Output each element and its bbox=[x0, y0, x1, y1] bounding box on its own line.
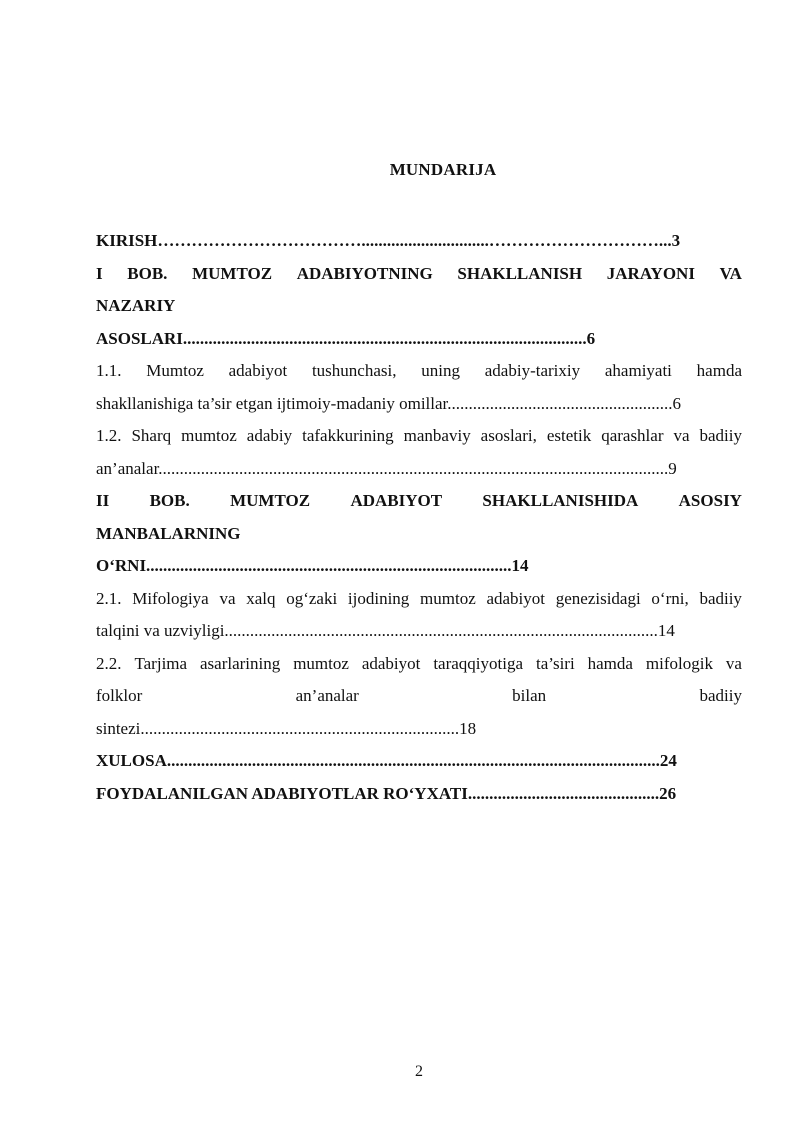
toc-word: uning bbox=[421, 361, 460, 380]
toc-word: Tarjima bbox=[134, 653, 188, 673]
toc-line: NAZARIY bbox=[96, 296, 176, 315]
toc-word: folklor bbox=[96, 686, 143, 705]
table-of-contents bbox=[96, 225, 742, 810]
toc-word: 2.1. bbox=[96, 588, 122, 608]
toc-word: adabiyot bbox=[228, 361, 288, 380]
toc-word: 2.2. bbox=[96, 653, 122, 673]
toc-word: ta’siri bbox=[535, 653, 575, 673]
toc-word: badiiy bbox=[699, 588, 742, 608]
toc-word: Sharq bbox=[131, 426, 172, 445]
toc-word: BOB. bbox=[149, 491, 190, 510]
toc-word: mumtoz bbox=[181, 426, 237, 445]
toc-line bbox=[96, 420, 742, 453]
toc-word: mifologik bbox=[645, 653, 713, 673]
toc-line: an’analar........................................................................................................................9 bbox=[96, 458, 677, 478]
toc-line: KIRISH………………………………..............................…………………………...3 bbox=[96, 231, 681, 250]
toc-line bbox=[96, 258, 742, 291]
toc-word: badiiy bbox=[699, 686, 742, 705]
toc-word: tafakkurining bbox=[302, 426, 394, 445]
toc-word: qarashlar bbox=[601, 426, 664, 445]
toc-word: SHAKLLANISH bbox=[457, 263, 583, 283]
toc-word: badiiy bbox=[699, 426, 742, 445]
toc-word: hamda bbox=[587, 653, 633, 673]
toc-line bbox=[96, 355, 742, 388]
toc-word: Mumtoz bbox=[146, 361, 204, 380]
toc-word: estetik bbox=[546, 426, 592, 445]
toc-word: bilan bbox=[512, 686, 547, 705]
page-title: MUNDARIJA bbox=[389, 160, 497, 179]
toc-line: MANBALARNING bbox=[96, 523, 241, 543]
toc-word: va bbox=[725, 653, 742, 673]
toc-word: ADABIYOTNING bbox=[296, 263, 433, 283]
toc-line: ASOSLARI...............................................................................................6 bbox=[96, 328, 596, 348]
toc-line: XULOSA....................................................................................................................24 bbox=[96, 751, 677, 770]
toc-word: JARAYONI bbox=[606, 263, 695, 283]
toc-word: adabiyot bbox=[486, 588, 546, 608]
toc-word: xalq bbox=[246, 588, 276, 608]
toc-word: og‘zaki bbox=[286, 588, 338, 608]
toc-word: MUMTOZ bbox=[192, 263, 273, 283]
toc-word: adabiy bbox=[246, 426, 293, 445]
toc-word: ahamiyati bbox=[604, 361, 672, 380]
toc-word: ijodining bbox=[347, 588, 410, 608]
toc-word: hamda bbox=[696, 361, 742, 380]
toc-word: mumtoz bbox=[293, 653, 349, 673]
toc-word: manbaviy bbox=[403, 426, 471, 445]
toc-word: an’analar bbox=[295, 686, 359, 705]
toc-line: O‘RNI......................................................................................14 bbox=[96, 556, 529, 575]
toc-word: tushunchasi, bbox=[311, 361, 397, 380]
toc-word: taraqqiyotiga bbox=[433, 653, 524, 673]
toc-word: o‘rni, bbox=[651, 588, 689, 608]
toc-word: va bbox=[673, 426, 690, 445]
toc-line: sintezi...........................................................................18 bbox=[96, 718, 477, 738]
toc-line bbox=[96, 648, 742, 681]
toc-word: I bbox=[96, 263, 103, 283]
page-number: 2 bbox=[415, 1063, 423, 1080]
toc-word: adabiyot bbox=[361, 653, 421, 673]
toc-word: mumtoz bbox=[420, 588, 476, 608]
toc-line bbox=[96, 583, 742, 616]
toc-line bbox=[96, 485, 742, 518]
toc-word: va bbox=[219, 588, 236, 608]
toc-word: Mifologiya bbox=[132, 588, 209, 608]
toc-line: shakllanishiga ta’sir etgan ijtimoiy-madaniy omillar.....................................................6 bbox=[96, 393, 682, 413]
toc-line: FOYDALANILGAN ADABIYOTLAR RO‘YXATI.............................................26 bbox=[96, 783, 677, 803]
toc-word: SHAKLLANISHIDA bbox=[482, 491, 639, 510]
toc-word: VA bbox=[719, 263, 742, 283]
toc-word: BOB. bbox=[127, 263, 168, 283]
toc-word: asoslari, bbox=[480, 426, 537, 445]
toc-word: 1.1. bbox=[96, 361, 122, 380]
toc-line bbox=[96, 680, 742, 713]
toc-line: talqini va uzviyligi......................................................................................................14 bbox=[96, 621, 675, 640]
toc-word: II bbox=[96, 491, 110, 510]
toc-word: 1.2. bbox=[96, 426, 122, 445]
toc-word: ASOSIY bbox=[678, 491, 742, 510]
toc-word: MUMTOZ bbox=[230, 491, 311, 510]
toc-word: adabiy-tarixiy bbox=[484, 361, 581, 380]
toc-word: ADABIYOT bbox=[350, 491, 443, 510]
toc-word: asarlarining bbox=[200, 653, 281, 673]
toc-word: genezisidagi bbox=[555, 588, 641, 608]
